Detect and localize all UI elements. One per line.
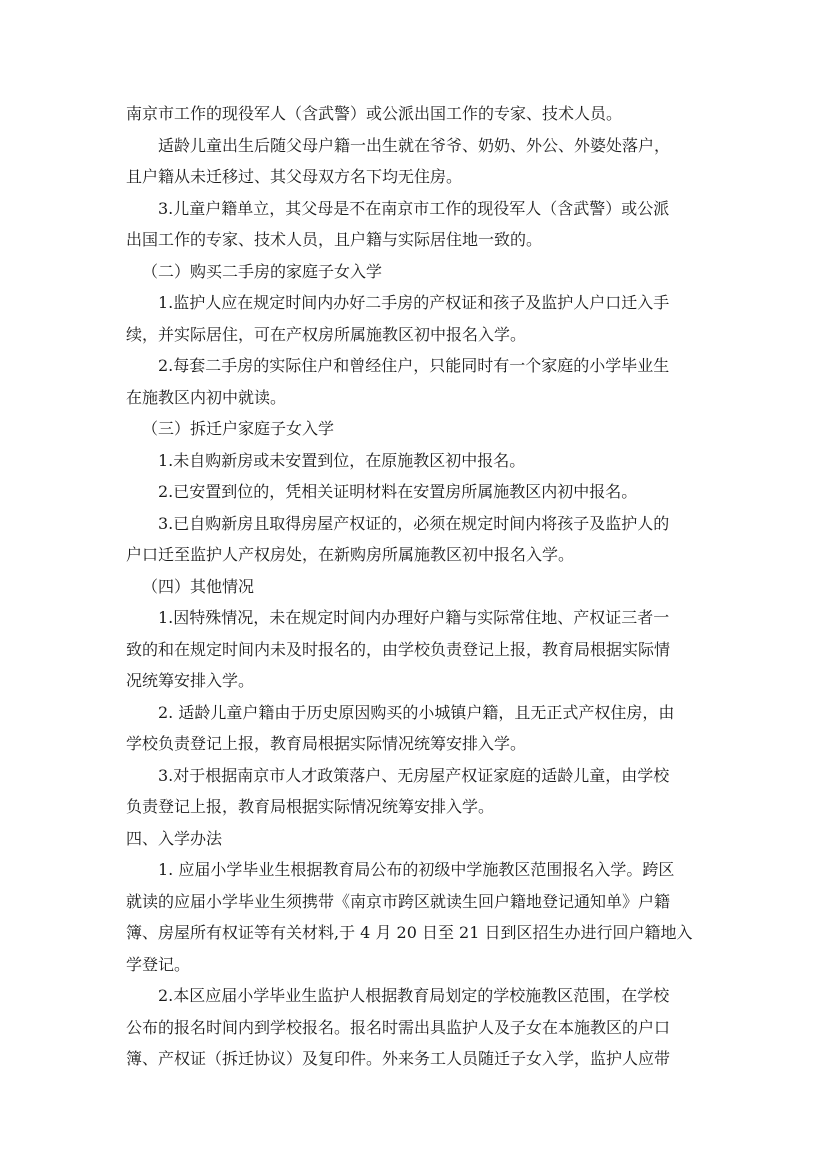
text-line: 学登记。: [126, 954, 191, 974]
text-line: （二）购买二手房的家庭子女入学: [142, 261, 383, 281]
text-line: 3.已自购新房且取得房屋产权证的，必须在规定时间内将孩子及监护人的: [158, 513, 670, 533]
text-line: 1.监护人应在规定时间内办好二手房的产权证和孩子及监护人户口迁入手: [158, 293, 670, 312]
text-line: 2.已安置到位的，凭相关证明材料在安置房所属施教区内初中报名。: [158, 482, 638, 501]
text-line: 在施教区内初中就读。: [126, 387, 287, 407]
text-line: 1. 应届小学毕业生根据教育局公布的初级中学施教区范围报名入学。跨区: [158, 860, 675, 879]
text-line: 簿、产权证（拆迁协议）及复印件。外来务工人员随迁子女入学，监护人应带: [126, 1049, 671, 1068]
text-line: 1.因特殊情况，未在规定时间内办理好户籍与实际常住地、产权证三者一: [158, 608, 670, 627]
text-line: 学校负责登记上报，教育局根据实际情况统筹安排入学。: [126, 734, 527, 753]
document-body: [126, 98, 716, 1075]
text-line: 公布的报名时间内到学校报名。报名时需出具监护人及子女在本施教区的户口: [126, 1017, 671, 1037]
text-line: 适龄儿童出生后随父母户籍一出生就在爷爷、奶奶、外公、外婆处落户，: [158, 135, 671, 155]
text-line: 四、入学办法: [126, 828, 223, 848]
text-line: 况统筹安排入学。: [126, 671, 255, 690]
text-line: 续，并实际居住，可在产权房所属施教区初中报名入学。: [126, 324, 527, 344]
text-line: 簿、房屋所有权证等有关材料,于 4 月 20 日至 21 日到区招生办进行回户籍地入: [126, 923, 693, 942]
text-line: 1.未自购新房或未安置到位，在原施教区初中报名。: [158, 450, 526, 470]
text-line: 2.每套二手房的实际住户和曾经住户，只能同时有一个家庭的小学毕业生: [158, 356, 670, 375]
text-line: 南京市工作的现役军人（含武警）或公派出国工作的专家、技术人员。: [126, 104, 623, 123]
text-line: 就读的应届小学毕业生须携带《南京市跨区就读生回户籍地登记通知单》户籍: [126, 891, 671, 911]
text-line: 致的和在规定时间内未及时报名的，由学校负责登记上报，教育局根据实际情: [126, 639, 671, 659]
text-line: 2. 适龄儿童户籍由于历史原因购买的小城镇户籍，且无正式产权住房，由: [158, 702, 675, 722]
text-line: 负责登记上报，教育局根据实际情况统筹安排入学。: [126, 797, 495, 816]
text-line: 3.对于根据南京市人才政策落户、无房屋产权证家庭的适龄儿童，由学校: [158, 765, 670, 785]
text-line: 出国工作的专家、技术人员，且户籍与实际居住地一致的。: [126, 230, 543, 249]
text-line: 户口迁至监护人产权房处，在新购房所属施教区初中报名入学。: [126, 545, 575, 564]
text-line: 且户籍从未迁移过、其父母双方名下均无住房。: [126, 167, 463, 186]
text-line: （四）其他情况: [142, 576, 255, 596]
text-line: 2.本区应届小学毕业生监护人根据教育局划定的学校施教区范围，在学校: [158, 986, 670, 1005]
text-line: 3.儿童户籍单立，其父母是不在南京市工作的现役军人（含武警）或公派: [158, 198, 670, 218]
text-line: （三）拆迁户家庭子女入学: [142, 419, 335, 438]
